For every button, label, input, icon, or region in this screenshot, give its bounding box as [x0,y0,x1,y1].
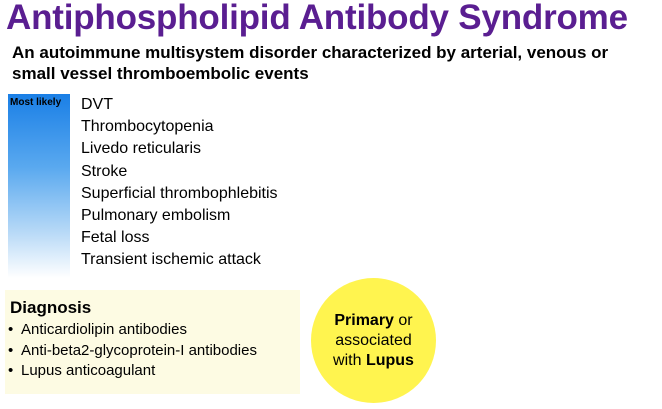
bullet-icon: • [8,321,14,338]
bullet-icon: • [8,362,14,379]
diagnosis-item-text: Lupus anticoagulant [21,362,156,379]
circle-with-text: with [333,351,366,369]
circle-line-1 [334,311,412,331]
page-subtitle: An autoimmune multisystem disorder characterized by arterial, venous or small vessel thromboembolic events [12,43,609,83]
diagnosis-item [8,361,257,382]
symptom-item: Transient ischemic attack [81,251,261,269]
symptom-item: Thrombocytopenia [81,118,214,136]
symptom-item: Stroke [81,162,128,180]
circle-line-2: associated [335,331,412,349]
symptom-list [81,94,278,272]
diagnosis-item [8,320,257,341]
symptom-item: Livedo reticularis [81,140,202,158]
symptom-item: Superficial thrombophlebitis [81,184,278,202]
page-title: Antiphospholipid Antibody Syndrome [6,0,628,37]
diagnosis-box [5,290,300,394]
bullet-icon: • [8,341,14,359]
diagnosis-item-text: Anti-beta2-glycoprotein-I antibodies [21,341,257,359]
circle-lupus-text: Lupus [365,351,414,369]
primary-or-lupus-circle [311,278,436,403]
symptom-item: Fetal loss [81,229,150,247]
circle-primary-text: Primary [334,311,394,329]
circle-line-3 [333,351,414,371]
diagnosis-title: Diagnosis [10,298,92,317]
diagnosis-item-text: Anticardiolipin antibodies [21,321,187,338]
likelihood-gradient-bar [8,94,70,278]
symptom-item: DVT [81,96,113,113]
circle-or-text: or [393,311,413,329]
diagnosis-item [8,341,257,362]
likelihood-label: Most likely [10,97,62,108]
symptom-item: Pulmonary embolism [81,207,231,225]
diagnosis-list [8,320,257,382]
